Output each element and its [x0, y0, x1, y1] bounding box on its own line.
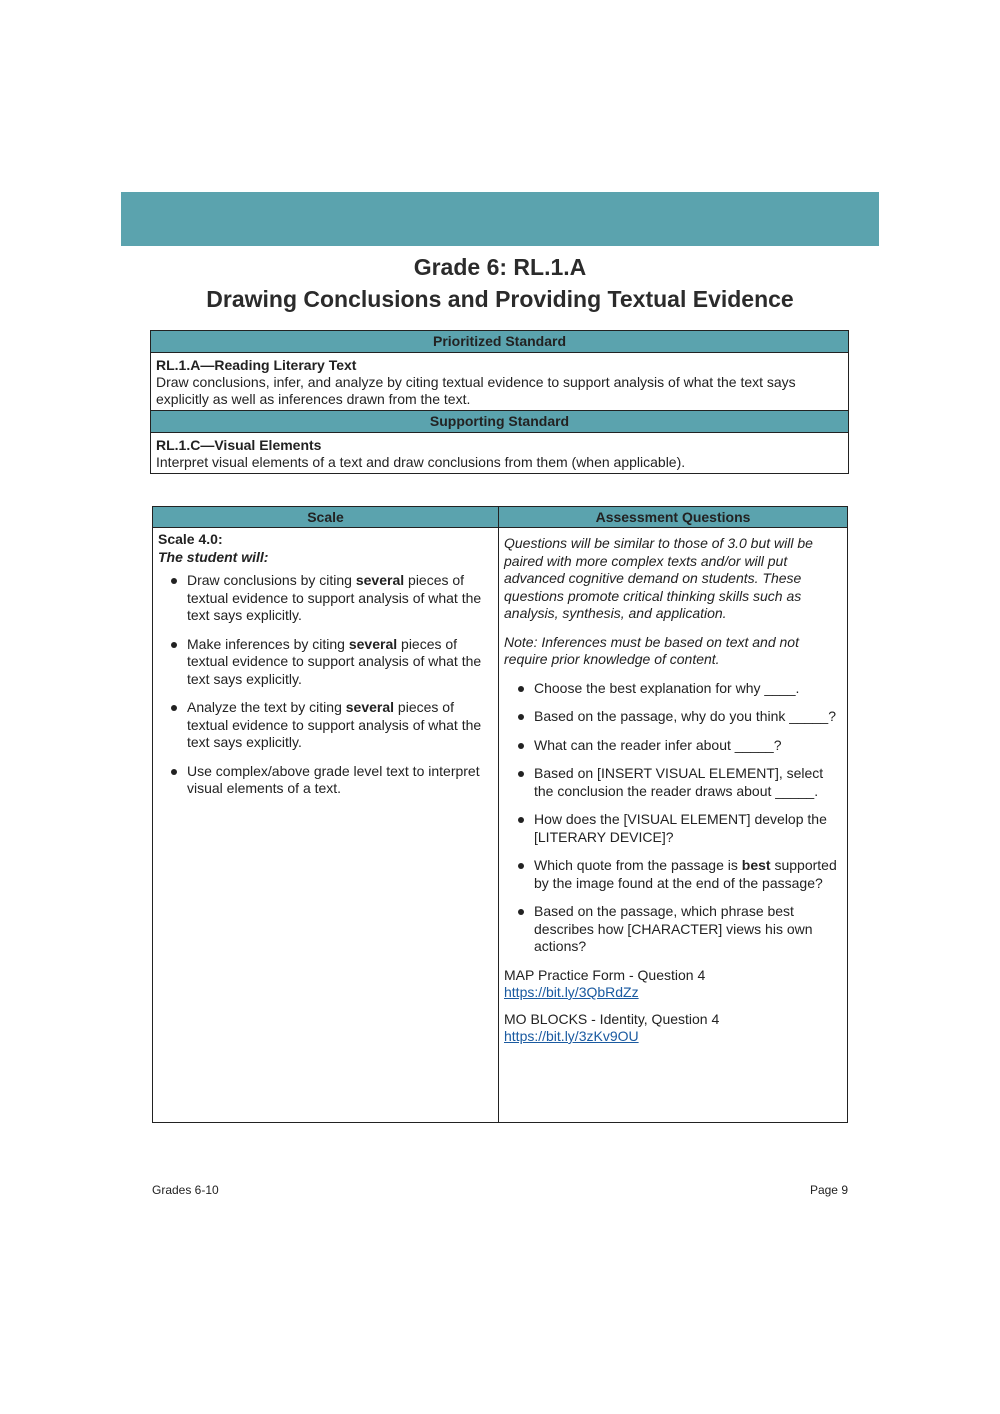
list-item-pre-text: Choose the best explanation for why ____.: [534, 679, 800, 696]
scale-cell: [153, 528, 499, 1122]
scale-subheading: The student will:: [158, 548, 269, 565]
list-item-bold-text: best: [741, 857, 771, 873]
supporting-standard-body: [151, 433, 848, 473]
list-item-pre-text: Based on the passage, which phrase best describes how [CHARACTER] views his own actions?: [534, 903, 813, 954]
scale-label: Scale 4.0:: [158, 531, 223, 547]
resource-1-label: MAP Practice Form - Question 4: [504, 966, 706, 983]
footer-page-number: Page 9: [809, 1183, 848, 1197]
list-item: [534, 765, 839, 800]
list-item-post-text: supported by the image found at the end of the passage?: [534, 857, 837, 891]
scale-list: [158, 572, 492, 798]
list-item: [534, 903, 839, 956]
list-item: [187, 699, 492, 752]
assessment-column-header: Assessment Questions: [499, 507, 847, 528]
standards-table: [150, 330, 849, 474]
list-item: [534, 811, 839, 846]
list-item: [534, 857, 839, 892]
footer-grades: Grades 6-10: [152, 1183, 219, 1197]
list-item-pre-text: Make inferences by citing: [187, 635, 349, 652]
supporting-standard-header: Supporting Standard: [151, 411, 848, 433]
list-item-bold-text: several: [345, 699, 395, 715]
list-item-pre-text: How does the [VISUAL ELEMENT] develop the [LITERARY DEVICE]?: [534, 811, 827, 845]
list-item-pre-text: Analyze the text by citing: [187, 699, 346, 715]
list-item-post-text: pieces of textual evidence to support analysis of what the text says explicitly.: [187, 699, 482, 750]
list-item-pre-text: Draw conclusions by citing: [187, 572, 356, 588]
scale-column-header: Scale: [153, 507, 499, 528]
list-item-pre-text: Based on [INSERT VISUAL ELEMENT], select the conclusion the reader draws about _____.: [534, 765, 824, 799]
list-item: [187, 763, 492, 798]
list-item-pre-text: Which quote from the passage is: [534, 857, 742, 873]
resource-2-link[interactable]: https://bit.ly/3zKv9OU: [504, 1028, 639, 1044]
list-item: [187, 636, 492, 689]
question-list: [504, 680, 839, 956]
header-banner: [121, 192, 879, 246]
list-item-pre-text: Based on the passage, why do you think _____?: [534, 708, 836, 724]
list-item: [534, 708, 839, 726]
page-title: Grade 6: RL.1.A: [413, 254, 587, 280]
resource-1-link[interactable]: https://bit.ly/3QbRdZz: [504, 984, 639, 1000]
list-item-bold-text: several: [355, 572, 405, 588]
prioritized-standard-code: RL.1.A—Reading Literary Text: [156, 357, 357, 373]
supporting-standard-text: Interpret visual elements of a text and draw conclusions from them (when applicable).: [156, 454, 686, 470]
supporting-standard-code: RL.1.C—Visual Elements: [156, 437, 322, 453]
scale-assessment-table: [152, 506, 848, 1123]
list-item-post-text: pieces of textual evidence to support analysis of what the text says explicitly.: [187, 635, 482, 687]
list-item-bold-text: several: [348, 635, 398, 652]
prioritized-standard-header: Prioritized Standard: [151, 331, 848, 353]
prioritized-standard-body: [151, 353, 848, 411]
list-item-pre-text: Use complex/above grade level text to interpret visual elements of a text.: [187, 762, 480, 796]
list-item: [534, 737, 839, 755]
page-subtitle: Drawing Conclusions and Providing Textual Evidence: [206, 286, 794, 312]
resource-2-label: MO BLOCKS - Identity, Question 4: [504, 1010, 720, 1027]
list-item-post-text: pieces of textual evidence to support analysis of what the text says explicitly.: [187, 572, 482, 623]
questions-intro: Questions will be similar to those of 3.0 but will be paired with more complex texts and/or will put advanced cognitive demand on students. These questions promote critical thinking skills such as analysis, synthesis, and application.: [504, 535, 813, 621]
list-item: [187, 572, 492, 625]
list-item: [534, 680, 839, 698]
list-item-pre-text: What can the reader infer about _____?: [534, 736, 782, 753]
assessment-cell: [499, 528, 847, 1122]
questions-note: Note: Inferences must be based on text and not require prior knowledge of content.: [504, 633, 799, 667]
prioritized-standard-text: Draw conclusions, infer, and analyze by citing textual evidence to support analysis of what the text says explicitly as well as inferences drawn from the text.: [156, 374, 796, 407]
